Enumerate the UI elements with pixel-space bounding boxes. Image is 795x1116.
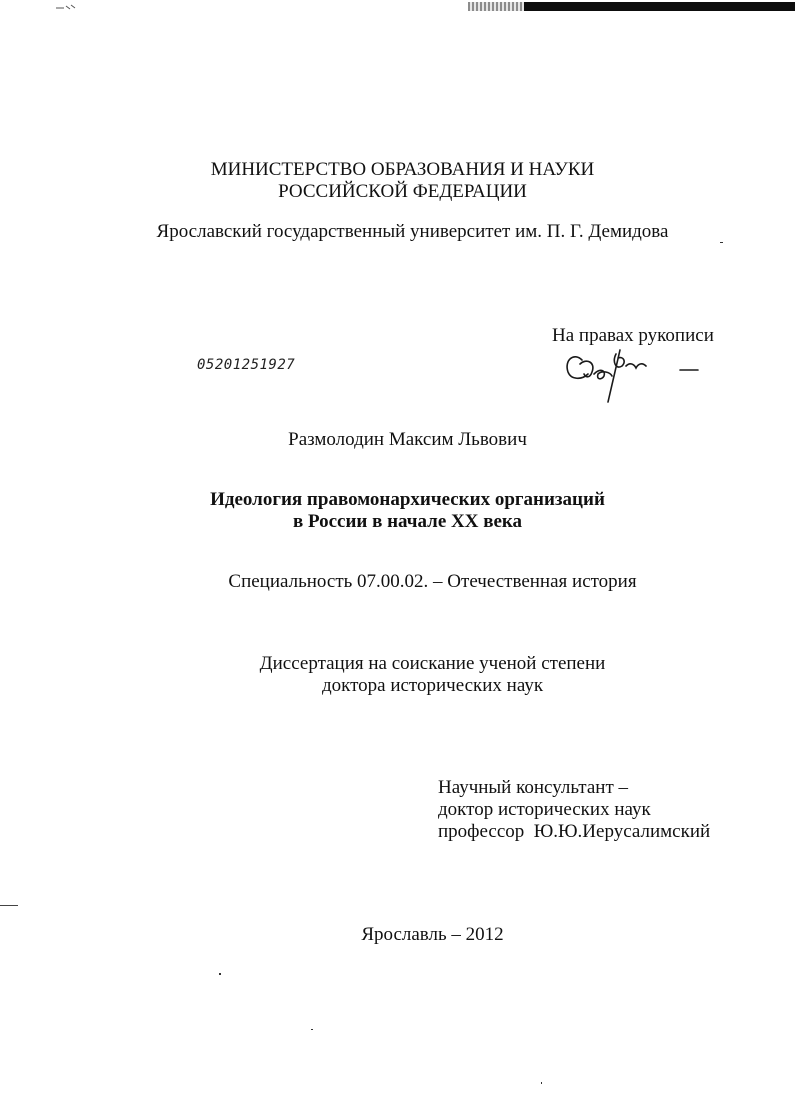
scan-edge-hatch bbox=[468, 2, 524, 11]
scan-speck bbox=[311, 1029, 313, 1030]
university-name: Ярославский государственный университет им. П. Г. Демидова bbox=[156, 221, 669, 242]
ministry-line-2: РОССИЙСКОЙ ФЕДЕРАЦИИ bbox=[278, 181, 527, 202]
ministry-line-1: МИНИСТЕРСТВО ОБРАЗОВАНИЯ И НАУКИ bbox=[210, 159, 595, 180]
scientific-consultant bbox=[438, 777, 710, 843]
scan-speck bbox=[219, 973, 221, 975]
title-line-2: в России в начале XX века bbox=[292, 511, 523, 532]
handwritten-signature bbox=[560, 342, 705, 406]
consultant-line-3: профессор Ю.Ю.Иерусалимский bbox=[438, 821, 711, 842]
rights-note: На правах рукописи bbox=[552, 325, 714, 346]
place-and-year: Ярославль – 2012 bbox=[361, 924, 504, 945]
author-name: Размолодин Максим Львович bbox=[288, 429, 527, 450]
degree-statement bbox=[35, 653, 795, 697]
scan-speck bbox=[541, 1082, 542, 1084]
scan-edge-dash bbox=[0, 905, 18, 906]
dissertation-title bbox=[10, 489, 795, 533]
degree-line-2: доктора исторических наук bbox=[321, 675, 544, 696]
ministry-heading bbox=[5, 159, 795, 203]
consultant-line-2: доктор исторических наук bbox=[438, 799, 651, 820]
catalog-number-stamp: 05201251927 bbox=[197, 357, 296, 373]
scan-corner-mark bbox=[56, 4, 76, 10]
consultant-line-1: Научный консультант – bbox=[438, 777, 628, 798]
title-line-1: Идеология правомонархических организаций bbox=[210, 489, 605, 510]
degree-line-1: Диссертация на соискание ученой степени bbox=[259, 653, 606, 674]
specialty: Специальность 07.00.02. – Отечественная история bbox=[228, 571, 637, 592]
